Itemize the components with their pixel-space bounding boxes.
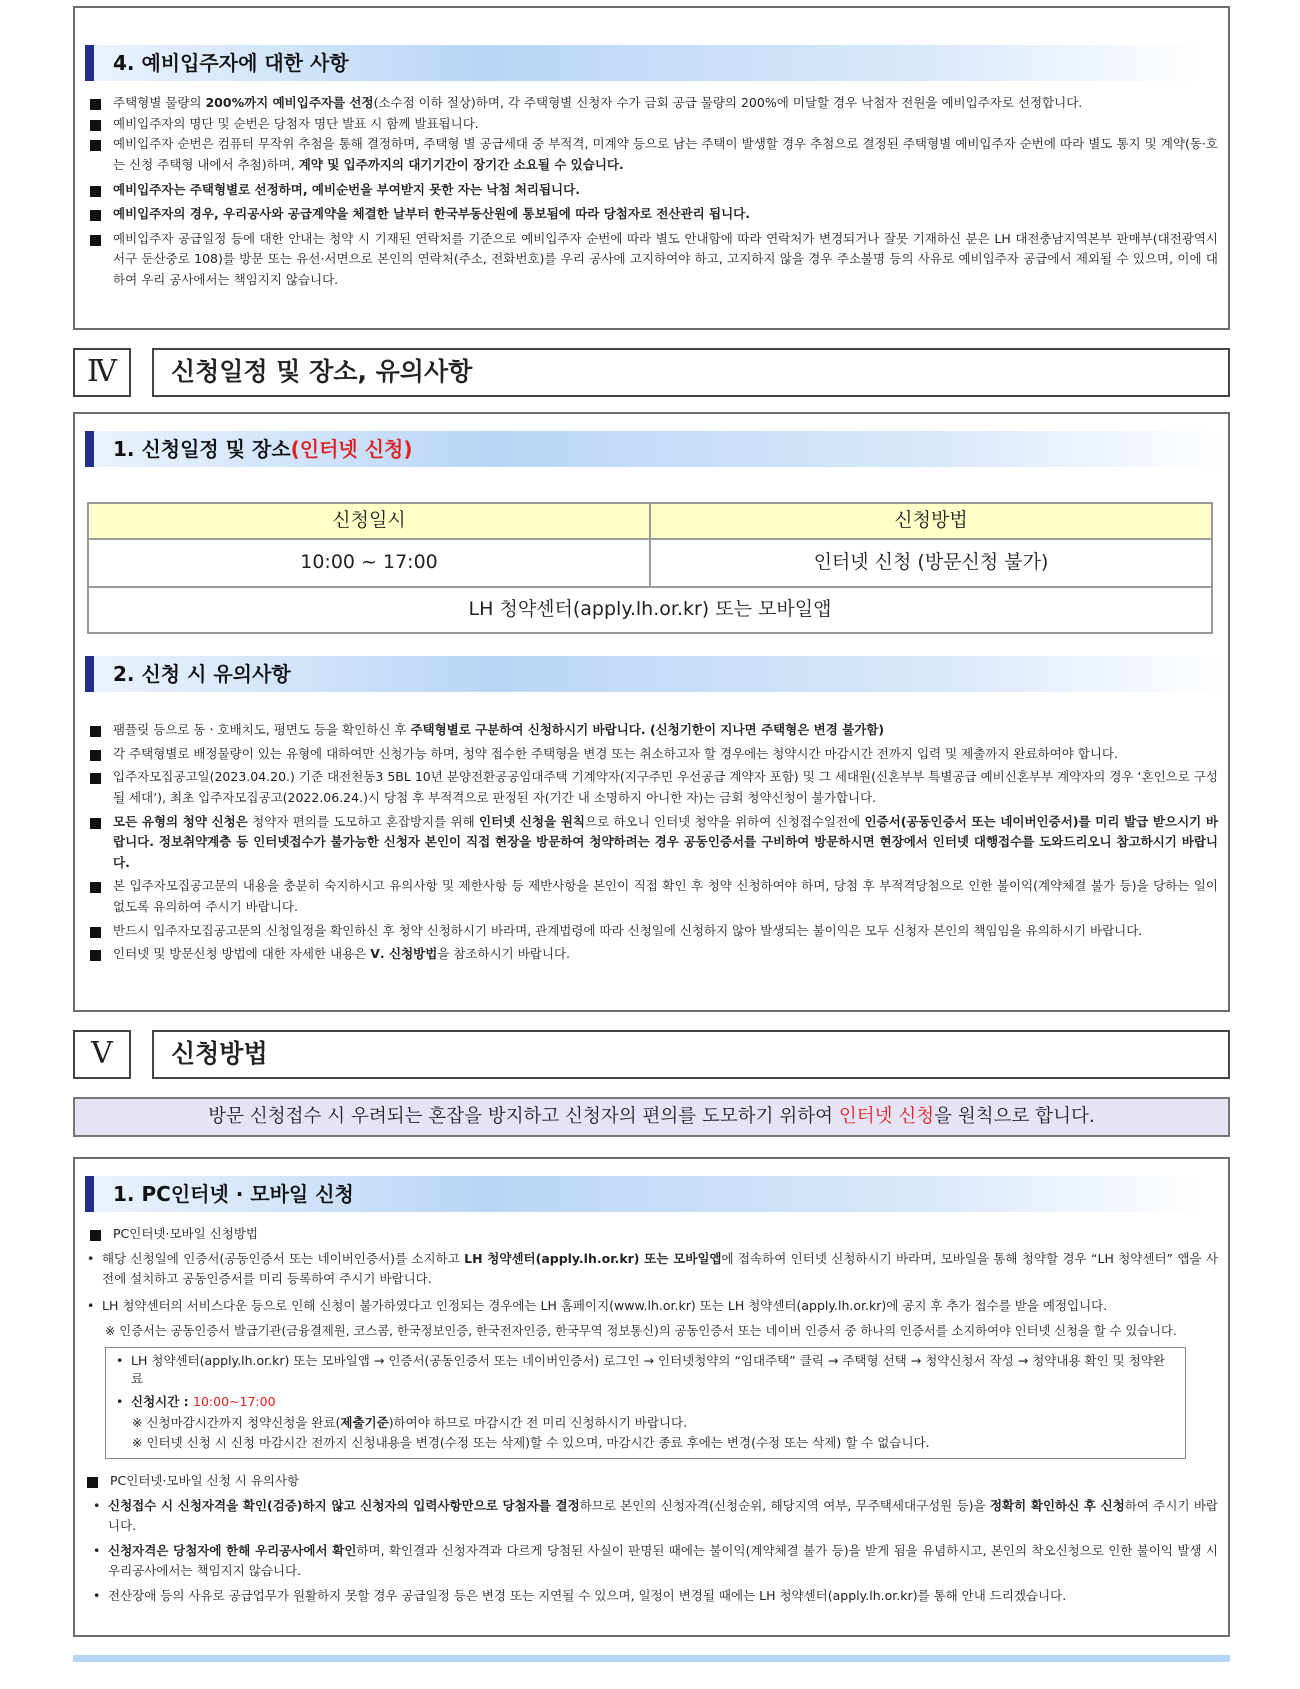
list-item: • 신청시간 : 10:00~17:00 (116, 1392, 1165, 1413)
list-item: 예비입주자의 명단 및 순번은 당첨자 명단 발표 시 함께 발표됩니다. (88, 114, 1218, 135)
pc-mobile-box (73, 1157, 1230, 1637)
list-item: 예비입주자 공급일정 등에 대한 안내는 청약 시 기재된 연락처를 기준으로 예비입주자 순번에 따라 별도 안내함에 따라 연락처가 변경되거나 잘못 기재하신 분은 LH 대전충남지역본부 판매부(대전광역시 서구 둔산중로 108)를 방문 또는 유선·서면으로 본인의 연락처(주소, 전화번호)를 우리 공사에 고지하여야 하고, 고지하지 않을 경우 주소불명 등의 사유로 예비입주자 공급에서 제외될 수 있으며, 이에 대하여 우리 공사에서는 책임지지 않습니다. (88, 229, 1218, 291)
note: ※ 인터넷 신청 시 신청 마감시간 전까지 신청내용을 변경(수정 또는 삭제)할 수 있으며, 마감시간 종료 후에는 변경(수정 또는 삭제) 할 수 없습니다. (132, 1435, 930, 1451)
schedule-method: 인터넷 신청 (방문신청 불가) (650, 539, 1212, 587)
section-title: 2. 신청 시 유의사항 (113, 662, 291, 686)
chapter-header (73, 1030, 1230, 1079)
chapter-title: 신청방법 (152, 1030, 1230, 1079)
table-header: 신청일시 (88, 503, 650, 539)
note: ※ 인증서는 공동인증서 발급기관(금융결제원, 코스콤, 한국정보인증, 한국전자인증, 한국무역 정보통신)의 공동인증서 또는 네이버 인증서 중 하나의 인증서를 소지하여야 인터넷 신청을 할 수 있습니다. (105, 1323, 1177, 1338)
section-title: 4. 예비입주자에 대한 사항 (113, 51, 349, 75)
list-item: 인터넷 및 방문신청 방법에 대한 자세한 내용은 Ⅴ. 신청방법을 참조하시기 바랍니다. (88, 944, 1218, 965)
footer-stripe (73, 1655, 1230, 1662)
chapter-number: Ⅳ (73, 348, 131, 397)
section-title-bar (85, 656, 1228, 692)
section-title-bar (85, 45, 1206, 81)
list-item: • 해당 신청일에 인증서(공동인증서 또는 네이버인증서)를 소지하고 LH 청약센터(apply.lh.or.kr) 또는 모바일앱에 접속하여 인터넷 신청하시기 바라며, 모바일을 통해 청약할 경우 “LH 청약센터” 앱을 사전에 설치하고 공동인증서를 미리 등록하여 주시기 바랍니다. (87, 1249, 1218, 1290)
section-title: 1. PC인터넷 · 모바일 신청 (113, 1182, 354, 1206)
list-item: • 신청접수 시 신청자격을 확인(검증)하지 않고 신청자의 입력사항만으로 당첨자를 결정하므로 본인의 신청자격(신청순위, 해당지역 여부, 무주택세대구성원 등)을 정확히 확인하신 후 신청하여 주시기 바랍니다. (93, 1496, 1218, 1537)
note: ※ 신청마감시간까지 청약신청을 완료(제출기준)하여야 하므로 마감시간 전 미리 신청하시기 바랍니다. (132, 1414, 688, 1430)
chapter-title: 신청일정 및 장소, 유의사항 (152, 348, 1230, 397)
chapter-header (73, 348, 1230, 397)
procedure-box (105, 1347, 1186, 1459)
table-header: 신청방법 (650, 503, 1212, 539)
section-title-bar (85, 1176, 1206, 1212)
list-item: 본 입주자모집공고문의 내용을 충분히 숙지하시고 유의사항 및 제한사항 등 제반사항을 본인이 직접 확인 후 청약 신청하여야 하며, 당첨 후 부적격당첨으로 인한 불이익(계약체결 불가 등)을 당하는 일이 없도록 유의하여 주시기 바랍니다. (88, 876, 1218, 917)
list-item: 예비입주자는 주택형별로 선정하며, 예비순번을 부여받지 못한 자는 낙첨 처리됩니다. (88, 180, 1218, 201)
list-item: • 신청자격은 당첨자에 한해 우리공사에서 확인하며, 확인결과 신청자격과 다르게 당첨된 사실이 판명된 때에는 불이익(계약체결 불가 등)을 받게 됨을 유념하시고, 본인의 착오신청으로 인한 불이익 발생 시 우리공사에서는 책임지지 않습니다. (93, 1541, 1218, 1582)
list-item: • LH 청약센터(apply.lh.or.kr) 또는 모바일앱 → 인증서(공동인증서 또는 네이버인증서) 로그인 → 인터넷청약의 “임대주택” 클릭 → 주택형 선택 → 청약신청서 작성 → 청약내용 확인 및 청약완료 (116, 1352, 1165, 1388)
reserve-tenant-box (73, 6, 1230, 330)
subsection-heading: PC인터넷·모바일 신청방법 (88, 1224, 1218, 1245)
list-item: 모든 유형의 청약 신청은 청약자 편의를 도모하고 혼잡방지를 위해 인터넷 신청을 원칙으로 하오니 인터넷 청약을 위하여 신청접수일전에 인증서(공동인증서 또는 네이버인증서)를 미리 발급 받으시기 바랍니다. 정보취약계층 등 인터넷접수가 불가능한 신청자 본인이 직접 현장을 방문하여 청약하려는 경우 공동인증서를 구비하여 방문하시면 현장에서 인터넷 대행접수를 도와드리오니 참고하시기 바랍니다. (88, 812, 1218, 874)
chapter-number: Ⅴ (73, 1030, 131, 1079)
subsection-heading: PC인터넷·모바일 신청 시 유의사항 (85, 1471, 1218, 1492)
section-title-bar (85, 431, 1228, 467)
list-item: 팸플릿 등으로 동ㆍ호배치도, 평면도 등을 확인하신 후 주택형별로 구분하여 신청하시기 바랍니다. (신청기한이 지나면 주택형은 변경 불가함) (88, 720, 1218, 741)
schedule-time: 10:00 ~ 17:00 (88, 539, 650, 587)
list-item: • 전산장애 등의 사유로 공급업무가 원활하지 못할 경우 공급일정 등은 변경 또는 지연될 수 있으며, 일정이 변경될 때에는 LH 청약센터(apply.lh.or.kr)를 통해 안내 드리겠습니다. (93, 1586, 1218, 1607)
list-item: 주택형별 물량의 200%까지 예비입주자를 선정(소수점 이하 절상)하며, 각 주택형별 신청자 수가 금회 공급 물량의 200%에 미달할 경우 낙첨자 전원을 예비입주자로 선정합니다. (88, 93, 1218, 114)
list-item: 각 주택형별로 배정물량이 있는 유형에 대하여만 신청가능 하며, 청약 접수한 주택형을 변경 또는 취소하고자 할 경우에는 청약시간 마감시간 전까지 입력 및 제출까지 완료하여야 합니다. (88, 744, 1218, 765)
schedule-place: LH 청약센터(apply.lh.or.kr) 또는 모바일앱 (88, 587, 1212, 633)
schedule-box (73, 412, 1230, 1012)
notice-banner: 방문 신청접수 시 우려되는 혼잡을 방지하고 신청자의 편의를 도모하기 위하여 인터넷 신청을 원칙으로 합니다. (73, 1097, 1230, 1137)
section-title: 1. 신청일정 및 장소(인터넷 신청) (113, 437, 413, 461)
list-item: 반드시 입주자모집공고문의 신청일정을 확인하신 후 청약 신청하시기 바라며, 관계법령에 따라 신청일에 신청하지 않아 발생되는 불이익은 모두 신청자 본인의 책임임을 유의하시기 바랍니다. (88, 921, 1218, 942)
list-item: 입주자모집공고일(2023.04.20.) 기준 대전천동3 5BL 10년 분양전환공공임대주택 기계약자(지구주민 우선공급 계약자 포함) 및 그 세대원(신혼부부 특별공급 예비신혼부부 계약자의 경우 ‘혼인으로 구성될 세대’), 최초 입주자모집공고(2022.06.24.)시 당첨 후 부적격으로 판정된 자(기간 내 소명하지 아니한 자)는 금회 청약신청이 불가합니다. (88, 767, 1218, 808)
list-item: 예비입주자의 경우, 우리공사와 공급계약을 체결한 날부터 한국부동산원에 통보됨에 따라 당첨자로 전산관리 됩니다. (88, 204, 1218, 225)
schedule-table (87, 502, 1213, 634)
list-item: • LH 청약센터의 서비스다운 등으로 인해 신청이 불가하였다고 인정되는 경우에는 LH 홈페이지(www.lh.or.kr) 또는 LH 청약센터(apply.lh.or.kr)에 공지 후 추가 접수를 받을 예정입니다. (87, 1296, 1218, 1317)
list-item: 예비입주자 순번은 컴퓨터 무작위 추첨을 통해 결정하며, 주택형 별 공급세대 중 부적격, 미계약 등으로 남는 주택이 발생할 경우 추첨으로 결정된 주택형별 예비입주자 순번에 따라 별도 통지 및 계약(동·호는 신청 주택형 내에서 추첨)하며, 계약 및 입주까지의 대기기간이 장기간 소요될 수 있습니다. (88, 134, 1218, 175)
